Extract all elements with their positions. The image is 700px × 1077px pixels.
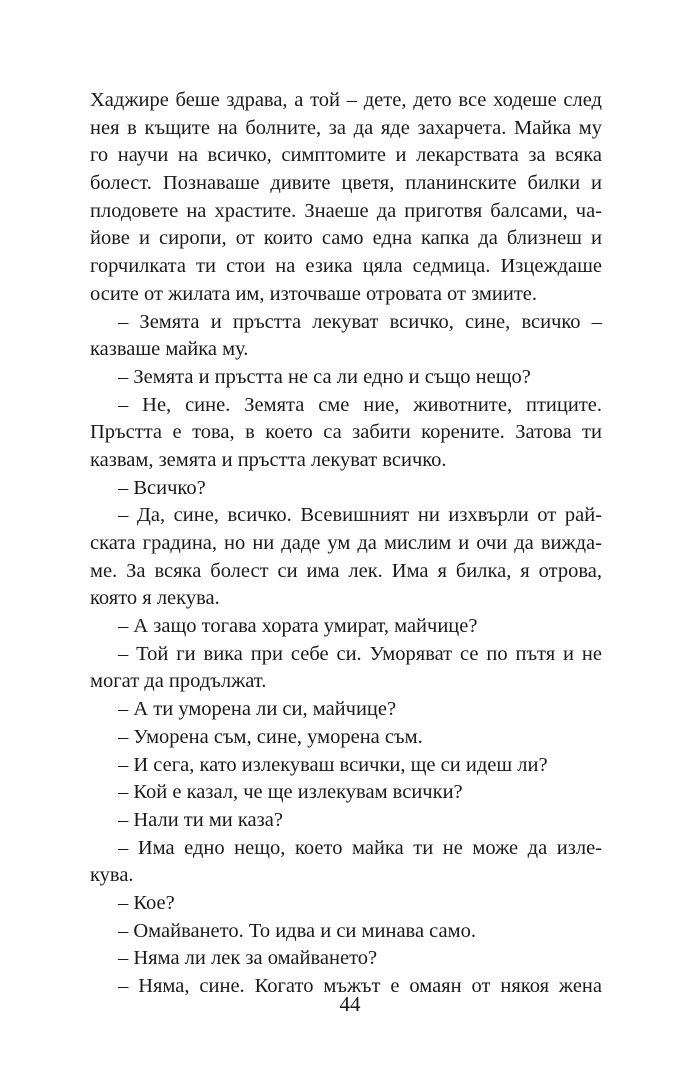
text-line: Хаджире беше здрава, а той – дете, дето все ходеше след [90,89,602,111]
text-line: йове и сиропи, от които само една капка да близнеш и [90,227,602,250]
text-line: ската градина, но ни даде ум да мислим и очи да виждa- [90,532,602,554]
text-line: горчилката ти стои на езика цяла седмица. Изцеждаше [90,255,602,278]
text-line: – Всичко? [118,476,206,499]
text-line: – А ти уморена ли си, майчице? [118,698,397,721]
text-line: – Кой е казал, че ще излекувам всички? [118,781,463,804]
text-line: болест. Познаваше дивите цветя, планинските билки и [90,172,602,195]
text-line: – Да, сине, всичко. Всевишният ни изхвърли от рай- [118,504,602,527]
text-line: могат да продължат. [90,670,267,693]
text-line: ме. За всяка болест си има лек. Има я билка, я отрова, [90,559,602,582]
text-line: която я лекува. [90,587,220,610]
text-line: – Не, сине. Земята сме ние, животните, птиците. [118,393,602,416]
text-line: казвам, земята и пръстта лекуват всичко. [90,448,447,471]
text-line: плодовете на храстите. Знаеше да приготвя балсами, ча- [90,199,602,222]
text-line: – Няма ли лек за омайването? [118,947,378,970]
text-line: – Има едно нещо, което майка ти не може да изле- [118,836,602,859]
text-line: Пръстта е това, в което са забити корените. Затова ти [90,421,602,444]
text-line: казваше майка му. [90,338,249,361]
text-line: кува. [90,864,134,887]
text-line: – Нали ти ми каза? [118,808,283,831]
text-line: – Няма, сине. Когато мъжът е омаян от някоя жена [118,975,602,997]
text-line: осите от жилата им, източваше отровата от змиите. [90,282,538,305]
text-line: – Земята и пръстта лекуват всичко, сине, всичко – [118,310,602,333]
text-line: – Земята и пръстта не са ли едно и също нещо? [118,365,531,388]
text-line: – Омайването. То идва и си минава само. [118,919,476,942]
text-line: – Кое? [118,891,175,914]
body-text [90,87,602,1001]
text-line: – Уморена съм, сине, уморена съм. [118,725,423,748]
text-line: нея в къщите на болните, за да яде захарчета. Майка му [90,116,602,139]
text-line: – А защо тогава хората умират, майчице? [118,615,478,638]
text-line: – Той ги вика при себе си. Уморяват се по пътя и не [118,642,602,665]
page-number: 44 [339,992,361,1016]
text-line: го научи на всичко, симптомите и лекарствата за всяка [90,144,602,167]
text-line: – И сега, като излекуваш всички, ще си идеш ли? [118,753,548,776]
